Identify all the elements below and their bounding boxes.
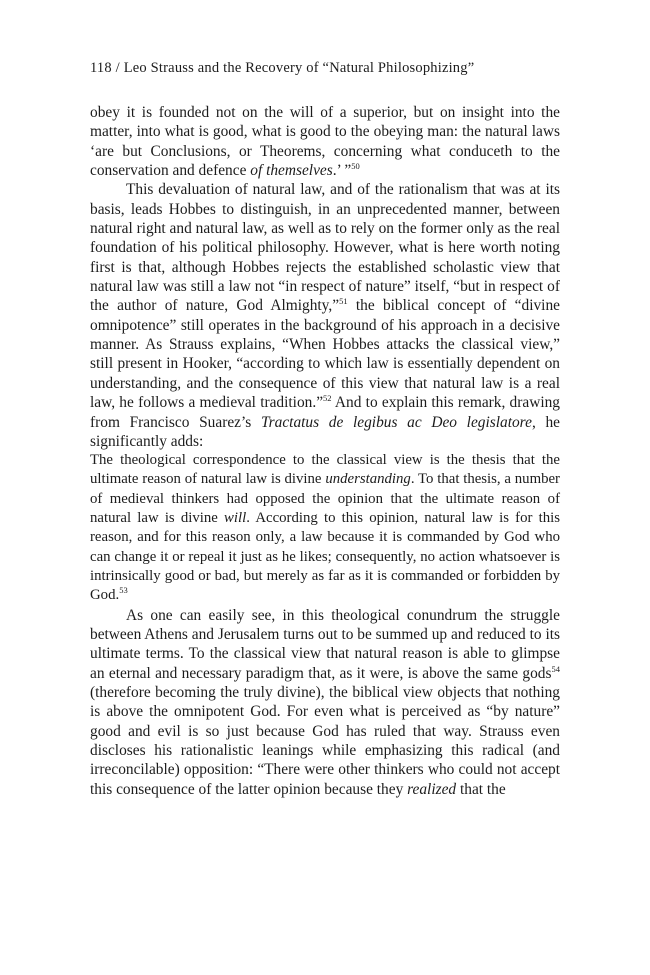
paragraph-3 (90, 606, 560, 799)
footnote-ref-50: 50 (351, 161, 360, 172)
text-run: . To that thesis, a number of medieval thinkers had opposed the opinion that the ultimate reason of natural law is divine (90, 471, 560, 527)
text-run: (therefore becoming the truly divine), the biblical view objects that nothing is above the omnipotent God. For even what is perceived as “by nature” good and evil is so just because God has ruled that way. Strauss even discloses his rationalistic leanings while emphasizing this radical (and irreconcilable) opposition: “There were other thinkers who could not accept this consequence of the latter opinion because they (90, 683, 560, 798)
italic-run: realized (407, 780, 457, 798)
running-head: 118 / Leo Strauss and the Recovery of “Natural Philosophizing” (90, 60, 475, 76)
footnote-ref-52: 52 (323, 393, 332, 404)
footnote-ref-54: 54 (551, 663, 560, 674)
text-run: the biblical concept of “divine omnipotence” still operates in the background of his approach in a decisive manner. As Strauss explains, “When Hobbes attacks the classical view,” still present in Hooker, “according to which law is essentially dependent on understanding, and the consequence of this view that natural law is a real law, he follows a medieval tradition.” (90, 297, 560, 412)
text-run: This devaluation of natural law, and of the rationalism that was at its basis, leads Hobbes to distinguish, in an unprecedented manner, between natural right and natural law, as well as to rely on the former only as the real foundation of his political philosophy. However, what is here worth noting first is that, although Hobbes rejects the established scholastic view that natural law was still a law not “in respect of nature” itself, “but in respect of the author of nature, God Almighty,” (90, 181, 560, 315)
text-run: As one can easily see, in this theological conundrum the struggle between Athens and Jerusalem turns out to be summed up and reduced to its ultimate terms. To the classical view that natural reason is able to glimpse an eternal and necessary paradigm that, as it were, is above the same gods (90, 606, 560, 682)
italic-run: of themselves (250, 162, 333, 180)
footnote-ref-51: 51 (339, 296, 348, 307)
text-run: And to explain this remark, drawing from Francisco Suarez’s (90, 394, 560, 431)
paragraph-2 (90, 180, 560, 451)
italic-run: Tractatus de legibus ac Deo legislatore (260, 413, 532, 431)
text-run: The theological correspondence to the classical view is the thesis that the ultimate reason of natural law is divine (90, 452, 560, 488)
paragraph-1 (90, 103, 560, 180)
text-run: .’ ” (332, 162, 352, 180)
footnote-ref-53: 53 (119, 585, 128, 596)
block-quote (90, 451, 560, 605)
text-run: that the (456, 780, 506, 798)
text-run: obey it is founded not on the will of a superior, but on insight into the matter, into what is good, what is good to the obeying man: the natural laws ‘are but Conclusions, or Theorems, concerning what conduceth to the conservation and defence (90, 104, 560, 180)
text-run: , he significantly adds: (90, 413, 560, 450)
text-run: . According to this opinion, natural law is for this reason, and for this reason only, a law because it is commanded by God who can change it or repeal it just as he likes; consequently, no action whatsoever is intrinsically good or bad, but merely as far as it is commanded or forbidden by God. (90, 510, 560, 604)
italic-run: will (224, 510, 247, 527)
italic-run: understanding (325, 471, 411, 488)
main-text (90, 103, 560, 799)
